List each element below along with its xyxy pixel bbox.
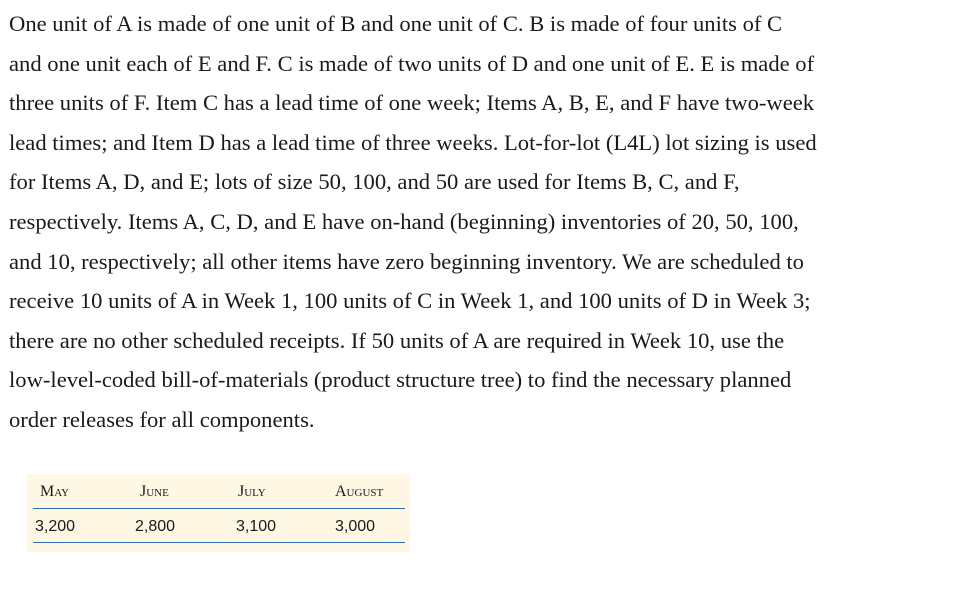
problem-line: order releases for all components.: [9, 406, 315, 432]
problem-line: and 10, respectively; all other items have zero beginning inventory. We are scheduled to: [9, 248, 804, 274]
column-header-august: August: [335, 482, 405, 509]
problem-line: there are no other scheduled receipts. If 50 units of A are required in Week 10, use the: [9, 327, 785, 353]
cell-july-value: 3,100: [236, 509, 335, 543]
problem-line: low-level-coded bill-of-materials (product structure tree) to find the necessary planned: [9, 367, 792, 393]
problem-line: for Items A, D, and E; lots of size 50, 100, and 50 are used for Items B, C, and F,: [9, 169, 740, 195]
problem-line: lead times; and Item D has a lead time of three weeks. Lot-for-lot (L4L) lot sizing is used: [9, 129, 817, 155]
table-header-row: [33, 482, 405, 509]
problem-statement: [9, 4, 967, 440]
problem-line: One unit of A is made of one unit of B and one unit of C. B is made of four units of C: [9, 11, 783, 36]
demand-table: [33, 482, 405, 543]
problem-line: receive 10 units of A in Week 1, 100 units of C in Week 1, and 100 units of D in Week 3;: [9, 288, 811, 314]
column-header-june: June: [135, 482, 236, 509]
cell-may-value: 3,200: [33, 509, 135, 543]
demand-table-panel: [27, 474, 410, 552]
problem-line: respectively. Items A, C, D, and E have on-hand (beginning) inventories of 20, 50, 100,: [9, 208, 799, 234]
problem-line: three units of F. Item C has a lead time of one week; Items A, B, E, and F have two-week: [9, 90, 815, 116]
column-header-may: May: [33, 482, 135, 509]
problem-line: and one unit each of E and F. C is made of two units of D and one unit of E. E is made of: [9, 50, 815, 76]
table-row: [33, 509, 405, 543]
cell-june-value: 2,800: [135, 509, 236, 543]
cell-august-value: 3,000: [335, 509, 405, 543]
column-header-july: July: [236, 482, 335, 509]
